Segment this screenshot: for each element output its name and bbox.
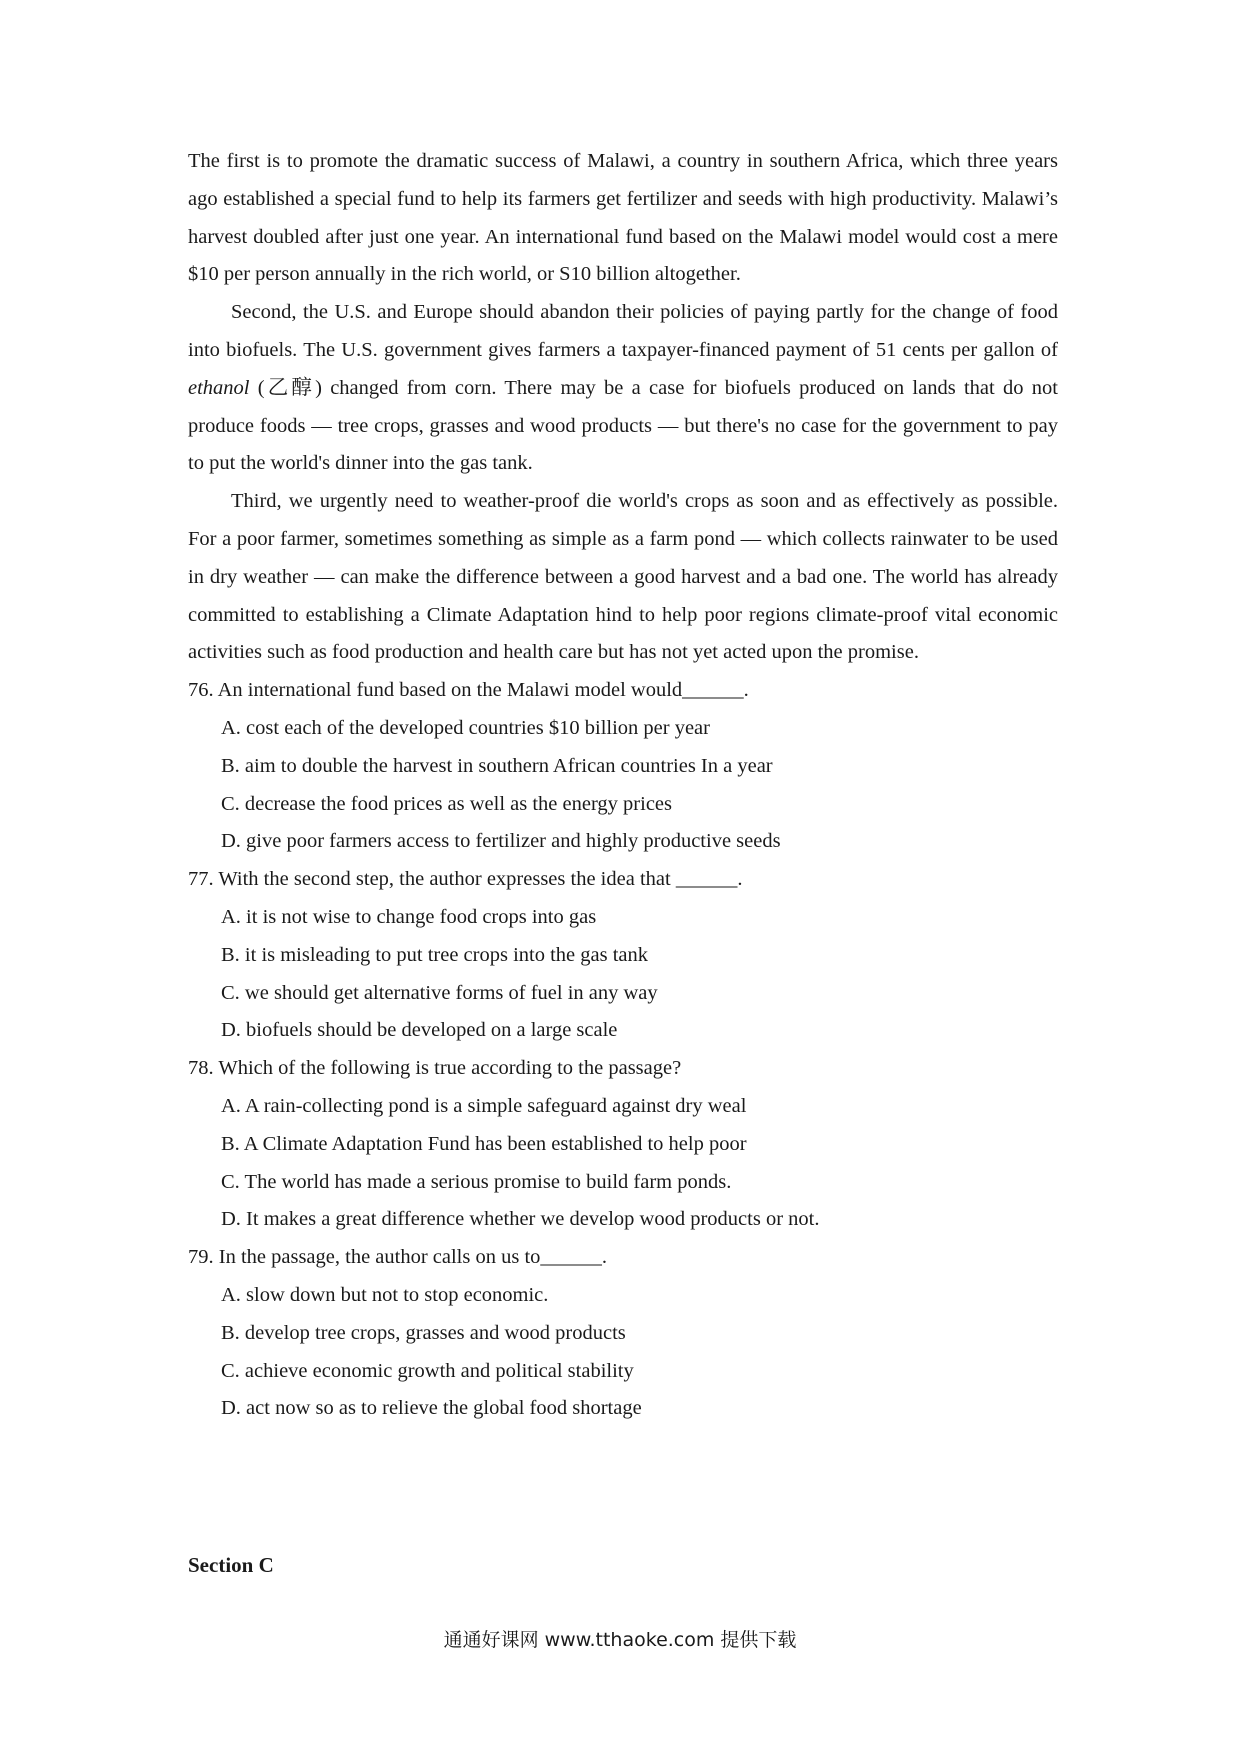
option-b: B. aim to double the harvest in southern African countries In a year <box>221 754 773 777</box>
option-c: C. we should get alternative forms of fuel in any way <box>221 981 658 1004</box>
question-stem: 78. Which of the following is true according to the passage? <box>188 1057 682 1080</box>
option-c: C. The world has made a serious promise to build farm ponds. <box>221 1170 732 1193</box>
paragraph-2-text-start: Second, the U.S. and Europe should abandon their policies of paying partly for the change of food into biofuels. The U.S. government gives farmers a taxpayer-financed payment of 51 cents per gallon of <box>188 301 1058 361</box>
option-d: D. act now so as to relieve the global food shortage <box>221 1397 642 1420</box>
paragraph-2-text-end: (乙醇) changed from corn. There may be a case for biofuels produced on lands that do not produce foods — tree crops, grasses and wood products — but there's no case for the government to pay to put the world's dinner into the gas tank. <box>188 376 1058 475</box>
question-stem: 77. With the second step, the author expresses the idea that ______. <box>188 868 743 891</box>
option-a: A. it is not wise to change food crops into gas <box>221 905 597 928</box>
option-a: A. A rain-collecting pond is a simple safeguard against dry weal <box>221 1094 747 1117</box>
paragraph-2-italic-term: ethanol <box>188 376 250 399</box>
option-c: C. achieve economic growth and political stability <box>221 1359 634 1382</box>
question-78 <box>188 1050 1058 1239</box>
passage-paragraph-2 <box>188 294 1058 483</box>
page-footer: 通通好课网 www.tthaoke.com 提供下载 <box>443 1629 797 1651</box>
passage-paragraph-3: Third, we urgently need to weather-proof die world's crops as soon and as effectively as possible. For a poor farmer, sometimes something as simple as a farm pond — which collects rainwater to be used in dry weather — can make the difference between a good harvest and a bad one. The world has already committed to establishing a Climate Adaptation hind to help poor regions climate-proof vital economic activities such as food production and health care but has not yet acted upon the promise. <box>188 490 1058 664</box>
question-77 <box>188 861 1058 1050</box>
option-d: D. give poor farmers access to fertilizer and highly productive seeds <box>221 830 781 853</box>
option-b: B. it is misleading to put tree crops into the gas tank <box>221 943 649 966</box>
option-c: C. decrease the food prices as well as the energy prices <box>221 792 673 815</box>
passage-paragraph-1: The first is to promote the dramatic success of Malawi, a country in southern Africa, which three years ago established a special fund to help its farmers get fertilizer and seeds with high productivity. Malawi’s harvest doubled after just one year. An international fund based on the Malawi model would cost a mere $10 per person annually in the rich world, or S10 billion altogether. <box>188 150 1058 286</box>
question-79 <box>188 1239 1058 1428</box>
section-heading: Section C <box>188 1553 274 1577</box>
question-stem: 76. An international fund based on the Malawi model would______. <box>188 679 749 702</box>
option-a: A. cost each of the developed countries $10 billion per year <box>221 716 710 739</box>
option-b: B. A Climate Adaptation Fund has been established to help poor <box>221 1132 747 1155</box>
question-76 <box>188 672 1058 861</box>
document-body <box>188 143 1058 1428</box>
option-d: D. It makes a great difference whether we develop wood products or not. <box>221 1208 820 1231</box>
question-stem: 79. In the passage, the author calls on us to______. <box>188 1246 608 1269</box>
option-b: B. develop tree crops, grasses and wood products <box>221 1321 626 1344</box>
option-d: D. biofuels should be developed on a large scale <box>221 1019 618 1042</box>
option-a: A. slow down but not to stop economic. <box>221 1283 549 1306</box>
